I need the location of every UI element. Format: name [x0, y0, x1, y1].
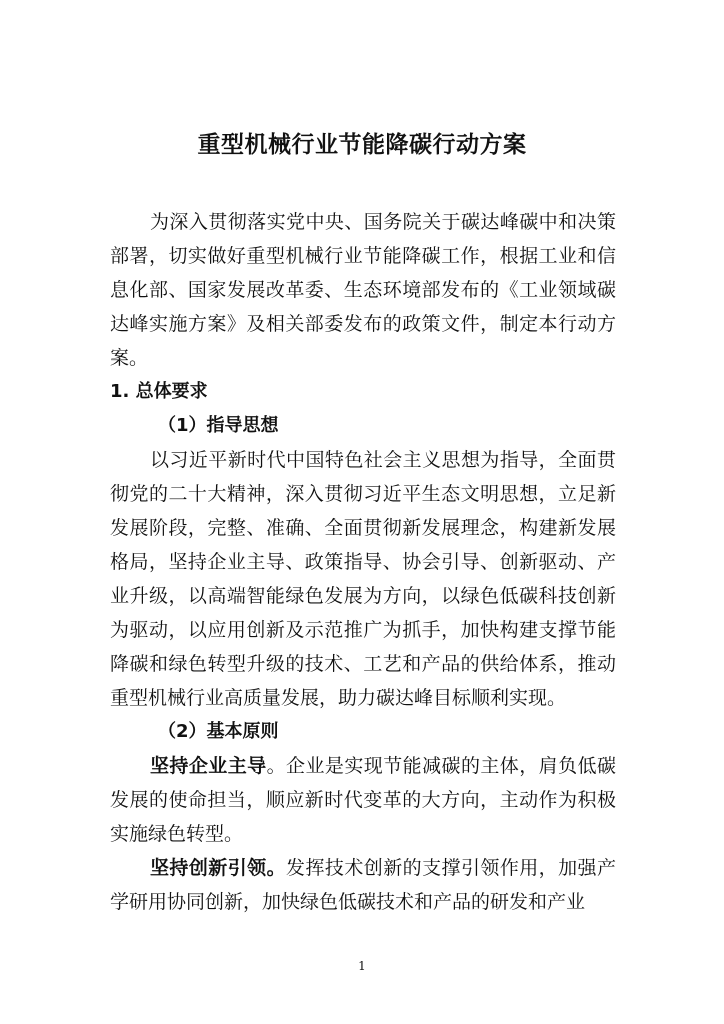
guiding-ideology-line-1: 以习近平新时代中国特色社会主义思想为指导，全面贯: [150, 449, 616, 471]
page-number: 1: [358, 959, 366, 973]
guiding-ideology-line-2: 彻党的二十大精神，深入贯彻习近平生态文明思想，立足新: [110, 483, 616, 505]
principle-innovation-led-line-1: [150, 851, 616, 885]
document-title: 重型机械行业节能降碳行动方案: [197, 132, 527, 158]
subsection-heading-guiding-ideology: （1）指导思想: [158, 415, 279, 436]
guiding-ideology-line-6: 为驱动，以应用创新及示范推广为抓手，加快构建支撑节能: [110, 619, 616, 641]
principle-enterprise-led-line-1: [150, 749, 616, 783]
intro-line-1: 为深入贯彻落实党中央、国务院关于碳达峰碳中和决策: [150, 211, 616, 233]
principle-enterprise-led-text: 。企业是实现节能减碳的主体，肩负低碳: [266, 755, 616, 777]
intro-line-2: 部署，切实做好重型机械行业节能降碳工作，根据工业和信: [110, 245, 616, 267]
principle-enterprise-led-line-2: 发展的使命担当，顺应新时代变革的大方向，主动作为积极: [110, 789, 616, 811]
guiding-ideology-line-7: 降碳和绿色转型升级的技术、工艺和产品的供给体系，推动: [110, 653, 616, 675]
intro-line-5: 案。: [110, 347, 149, 369]
section-heading-overall-requirements: 1. 总体要求: [110, 381, 208, 402]
guiding-ideology-line-8: 重型机械行业高质量发展，助力碳达峰目标顺利实现。: [110, 687, 567, 709]
principle-innovation-led-line-2: 学研用协同创新，加快绿色低碳技术和产品的研发和产业: [110, 891, 586, 913]
subsection-heading-basic-principles: （2）基本原则: [158, 721, 279, 742]
intro-line-3: 息化部、国家发展改革委、生态环境部发布的《工业领域碳: [110, 279, 616, 301]
principle-innovation-led-lead: 坚持创新引领。: [150, 857, 287, 879]
principle-innovation-led-text: 发挥技术创新的支撑引领作用，加强产: [286, 857, 616, 879]
principle-enterprise-led-line-3: 实施绿色转型。: [110, 823, 244, 845]
guiding-ideology-line-3: 发展阶段，完整、准确、全面贯彻新发展理念，构建新发展: [110, 517, 616, 539]
principle-enterprise-led-lead: 坚持企业主导: [150, 755, 267, 777]
guiding-ideology-line-5: 业升级，以高端智能绿色发展为方向，以绿色低碳科技创新: [110, 585, 616, 607]
guiding-ideology-line-4: 格局，坚持企业主导、政策指导、协会引导、创新驱动、产: [110, 551, 616, 573]
intro-line-4: 达峰实施方案》及相关部委发布的政策文件，制定本行动方: [110, 313, 616, 335]
